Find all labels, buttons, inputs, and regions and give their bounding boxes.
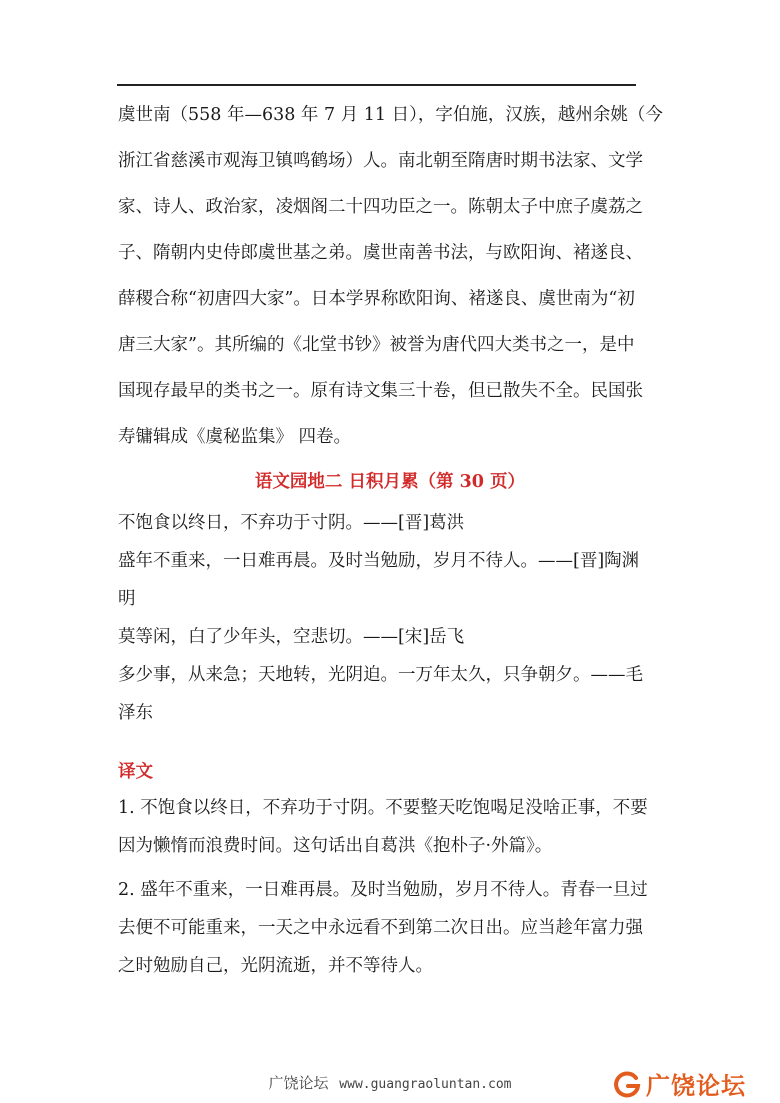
translation-body (118, 793, 688, 989)
text-line: 薛稷合称“初唐四大家”。日本学界称欧阳询、褚遂良、虞世南为“初 (118, 289, 635, 309)
quote-line: 泽东 (118, 703, 153, 723)
translation-line: 去便不可能重来，一天之中永远看不到第二次日出。应当趁年富力强 (118, 918, 643, 938)
quote-line: 明 (118, 589, 136, 609)
quote-line: 盛年不重来，一日难再晨。及时当勉励，岁月不待人。——[晋]陶渊 (118, 551, 640, 571)
translation-heading: 译文 (118, 762, 153, 782)
text-line: 子、隋朝内史侍郎虞世基之弟。虞世南善书法，与欧阳询、褚遂良、 (118, 243, 643, 263)
site-logo (612, 1066, 746, 1101)
text-line: 唐三大家”。其所编的《北堂书钞》被誉为唐代四大类书之一，是中 (118, 335, 635, 355)
logo-swirl-icon (612, 1069, 642, 1099)
biography-paragraph (118, 97, 678, 465)
quote-line: 莫等闲，白了少年头，空悲切。——[宋]岳飞 (118, 627, 465, 647)
text-line: 虞世南（558 年—638 年 7 月 11 日），字伯施，汉族，越州余姚（今 (118, 105, 663, 125)
text-line: 国现存最早的类书之一。原有诗文集三十卷，但已散失不全。民国张 (118, 381, 643, 401)
text-line: 家、诗人、政治家，凌烟阁二十四功臣之一。陈朝太子中庶子虞荔之 (118, 197, 643, 217)
text-line: 浙江省慈溪市观海卫镇鸣鹤场）人。南北朝至隋唐时期书法家、文学 (118, 151, 643, 171)
text-line: 寿镛辑成《虞秘监集》 四卷。 (118, 427, 352, 447)
quote-line: 多少事，从来急；天地转，光阴迫。一万年太久，只争朝夕。——毛 (118, 665, 643, 685)
quote-line: 不饱食以终日，不弃功于寸阴。——[晋]葛洪 (118, 513, 465, 533)
translation-line: 因为懒惰而浪费时间。这句话出自葛洪《抱朴子·外篇》。 (118, 836, 553, 856)
translation-line: 之时勉励自己，光阴流逝，并不等待人。 (118, 956, 433, 976)
section-title: 语文园地二 日积月累（第 30 页） (254, 472, 526, 492)
translation-line: 2. 盛年不重来，一日难再晨。及时当勉励，岁月不待人。青春一旦过 (118, 880, 648, 900)
logo-text: 广饶论坛 (646, 1072, 746, 1100)
quotes-list (118, 508, 678, 736)
footer-url[interactable]: www.guangraoluntan.com (339, 1077, 512, 1092)
footer-site-name: 广饶论坛 (268, 1074, 329, 1092)
header-rule (117, 84, 636, 86)
translation-line: 1. 不饱食以终日，不弃功于寸阴。不要整天吃饱喝足没啥正事，不要 (118, 798, 648, 818)
